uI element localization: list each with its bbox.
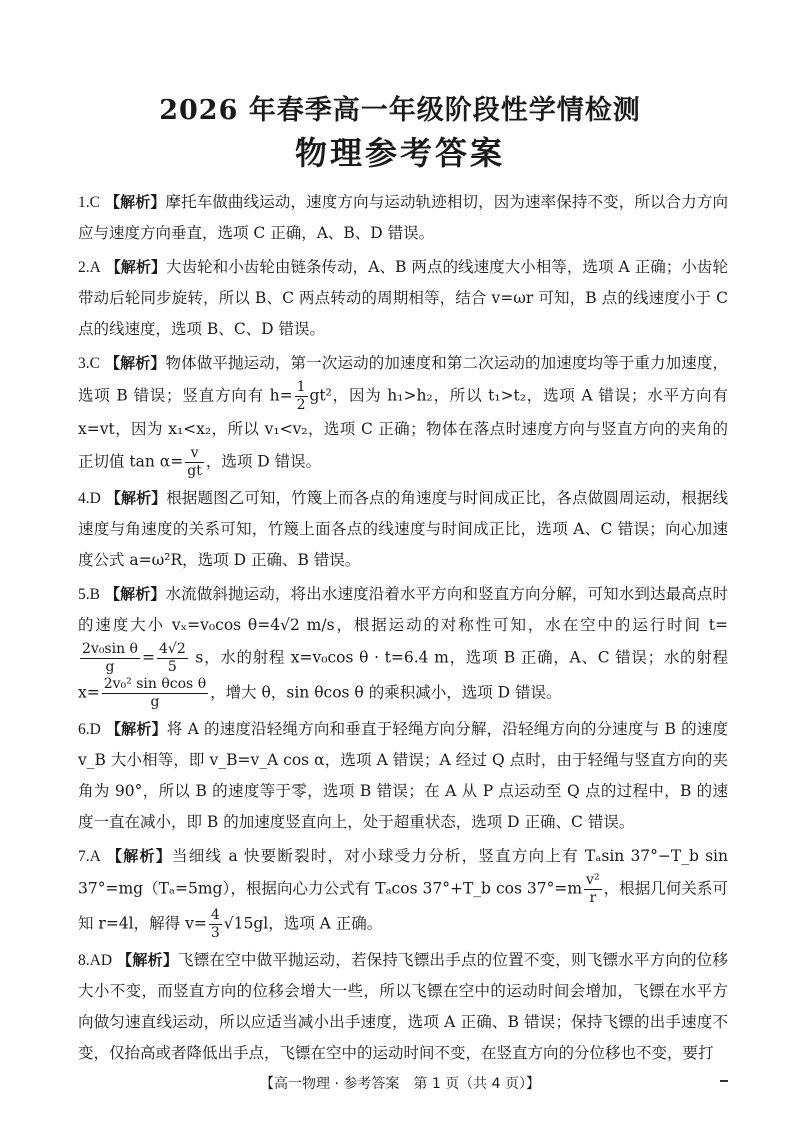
answer-item-7: 7.A 【解析】当细线 a 快要断裂时，对小球受力分析，竖直方向上有 Tₐsin 37°−T_b sin 37°=mg（Tₐ=5mg），根据向心力公式有 Tₐcos 37°+T_b cos 37°=m $\frac{\text{v²}}{r}$ ，根据几何关系可知 r=4l，解得 v= $\frac{4}{3}$ √15gl，选项 A 正确。: [78, 847, 728, 941]
page-subtitle: 物理参考答案: [294, 134, 505, 172]
page-footer: 【高一物理 · 参考答案 第 1 页（共 4 页）】: [260, 1076, 540, 1092]
answer-item-3: 3.C 【解析】物体做平抛运动，第一次运动的加速度和第二次运动的加速度均等于重力加速度，选项 B 错误；竖直方向有 h= $\frac{1}{2}$ gt²，因为 h₁>h₂，所以 t₁>t₂，选项 A 错误；水平方向有 x=vt，因为 x₁<x₂，所以 v₁<v₂，选项 C 正确；物体在落点时速度方向与竖直方向的夹角的正切值 tan α= $\frac{v}{gt}$ ，选项 D 错误。: [78, 354, 728, 479]
fraction: $\frac{4}{3}$: [210, 907, 220, 941]
answer-item-1: 1.C 【解析】摩托车做曲线运动，速度方向与运动轨迹相切，因为速率保持不变，所以合力方向应与速度方向垂直，选项 C 正确，A、B、D 错误。: [78, 193, 728, 242]
page-title: 2026 年春季高一年级阶段性学情检测: [159, 95, 641, 126]
answer-item-2: 2.A 【解析】大齿轮和小齿轮由链条传动，A、B 两点的线速度大小相等，选项 A 正确；小齿轮带动后轮同步旋转，所以 B、C 两点转动的周期相等，结合 v=ωr 可知，B 点的线速度小于 C 点的线速度，选项 B、C、D 错误。: [78, 258, 728, 338]
fraction: $\frac{\text{2v₀² sin θcos θ}}{g}$: [103, 676, 207, 710]
fraction: $\frac{\text{v²}}{r}$: [586, 872, 600, 906]
fraction: $\frac{v}{gt}$: [187, 445, 202, 479]
corner-mark: [720, 1080, 728, 1082]
fraction: $\frac{1}{2}$: [296, 379, 306, 413]
answer-item-5: 5.B 【解析】水流做斜抛运动，将出水速度沿着水平方向和竖直方向分解，可知水到达最高点时的速度大小 vₓ=v₀cos θ=4√2 m/s，根据运动的对称性可知，水在空中的运行时间 t= $\frac{\text{2v₀sin θ}}{g}$ = $\frac{4√2}{5}$ s，水的射程 x=v₀cos θ · t=6.4 m，选项 B 正确，A、C 错误；水的射程 x= $\frac{\text{2v₀² sin θcos θ}}{g}$ ，增大 θ，sin θcos θ 的乘积减小，选项 D 错误。: [78, 585, 728, 710]
fraction: $\frac{4√2}{5}$: [159, 641, 186, 675]
answer-item-6: 6.D 【解析】将 A 的速度沿轻绳方向和垂直于轻绳方向分解，沿轻绳方向的分速度与 B 的速度 v_B 大小相等，即 v_B=v_A cos α，选项 A 错误；A 经过 Q 点时，由于轻绳与竖直方向的夹角为 90°，所以 B 的速度等于零，选项 B 错误；在 A 从 P 点运动至 Q 点的过程中，B 的速度一直在减小，即 B 的加速度竖直向上，处于超重状态，选项 D 正确、C 错误。: [78, 720, 728, 831]
answer-list: [78, 187, 728, 1072]
answer-item-4: 4.D 【解析】根据题图乙可知，竹篾上而各点的角速度与时间成正比，各点做圆周运动，根据线速度与角速度的关系可知，竹篾上面各点的线速度与时间成正比，选项 A、C 错误；向心加速度公式 a=ω²R，选项 D 正确、B 错误。: [78, 489, 728, 569]
fraction: $\frac{\text{2v₀sin θ}}{g}$: [82, 641, 138, 675]
answer-item-8: 8.AD 【解析】飞镖在空中做平抛运动，若保持飞镖出手点的位置不变，则飞镖水平方向的位移大小不变，而竖直方向的位移会增大一些，所以飞镖在空中的运动时间会增加，飞镖在水平方向做匀速直线运动，所以应适当减小出手速度，选项 A 正确、B 错误；保持飞镖的出手速度不变，仅抬高或者降低出手点，飞镖在空中的运动时间不变，在竖直方向的分位移也不变，要打: [78, 951, 728, 1062]
